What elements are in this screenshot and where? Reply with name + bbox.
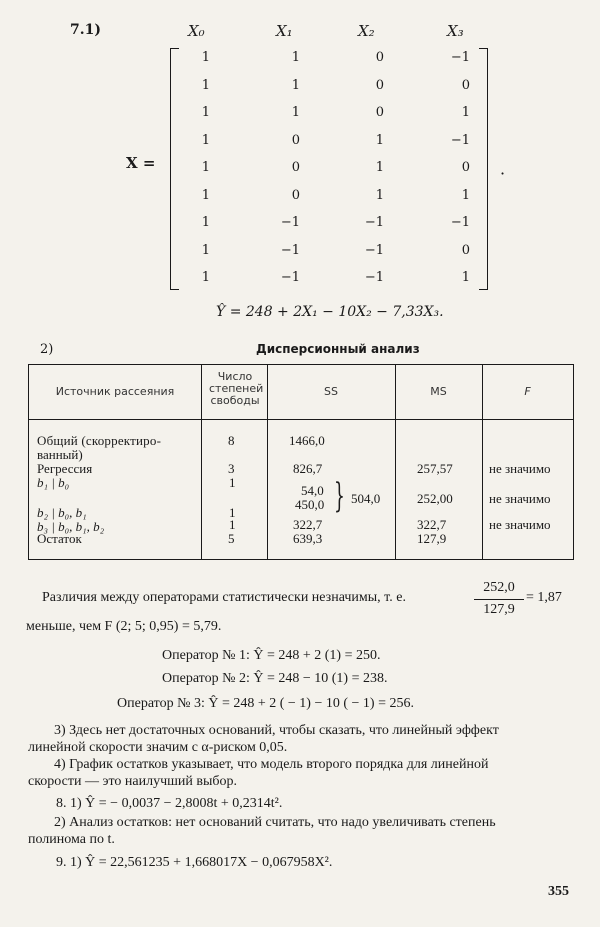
matrix-cell: 1 xyxy=(201,132,210,148)
page-number: 355 xyxy=(548,884,569,899)
matrix-cell: 1 xyxy=(461,187,470,203)
note-3-line1: 3) Здесь нет достаточных оснований, чтобы сказать, что линейный эффект xyxy=(54,723,499,738)
row-b1-source: b₁ | b₀ xyxy=(37,475,70,490)
col-header-ms: MS xyxy=(430,385,447,398)
matrix-cell: 1 xyxy=(291,105,300,120)
matrix-cell: 1 xyxy=(201,50,210,65)
operator-2-estimate: Оператор № 2: Ŷ = 248 − 10 (1) = 238. xyxy=(162,671,388,686)
row-total-source: Общий (скорректиро- xyxy=(37,433,162,448)
matrix-cell: 1 xyxy=(201,77,210,93)
row-residual-ss: 639,3 xyxy=(293,531,323,546)
row-b1-ss-a: 54,0 xyxy=(301,483,324,498)
matrix-cell: −1 xyxy=(450,132,470,148)
problem-9-line1: 9. 1) Ŷ = 22,561235 + 1,668017X − 0,067958X². xyxy=(56,855,333,870)
anova-table xyxy=(28,364,574,560)
row-regression-f: не значимо xyxy=(489,461,551,476)
row-regression-ms: 257,57 xyxy=(417,461,453,476)
row-residual-df: 5 xyxy=(228,531,235,546)
col-header-df: Число степеней свободы xyxy=(209,370,264,407)
matrix-cell: 1 xyxy=(461,270,470,285)
difference-result: = 1,87 xyxy=(526,590,562,605)
matrix-cell: 1 xyxy=(291,50,300,65)
row-b2-source: b₂ | b₀, b₁ xyxy=(37,505,87,520)
matrix-header-x2: X₂ xyxy=(358,22,375,40)
difference-text-line1: Различия между операторами статистически незначимы, т. е. xyxy=(42,590,406,605)
regression-equation: Ŷ = 248 + 2X₁ − 10X₂ − 7,33X₃. xyxy=(216,304,444,320)
row-b1-ss-b: 450,0 xyxy=(295,497,325,512)
matrix-cell: 0 xyxy=(375,50,384,65)
row-b1-df: 1 xyxy=(229,475,236,490)
difference-text-line2: меньше, чем F (2; 5; 0,95) = 5,79. xyxy=(26,619,222,634)
matrix-left-bracket xyxy=(170,48,179,290)
matrix-cell: 1 xyxy=(201,242,210,258)
matrix-cell: 1 xyxy=(201,105,210,120)
matrix-right-bracket xyxy=(479,48,488,290)
row-b3-df: 1 xyxy=(229,517,236,532)
matrix-cell: 1 xyxy=(375,132,384,148)
fraction-numerator: 252,0 xyxy=(483,580,515,595)
matrix-cell: 0 xyxy=(461,77,470,93)
matrix-cell: 1 xyxy=(201,215,210,230)
row-b3-ms: 322,7 xyxy=(417,517,447,532)
fraction-bar xyxy=(474,599,524,600)
problem-8-line3: полинома по t. xyxy=(28,832,115,847)
operator-3-estimate: Оператор № 3: Ŷ = 248 + 2 ( − 1) − 10 ( − 1) = 256. xyxy=(117,696,414,711)
row-total-source-cont: ванный) xyxy=(37,447,83,462)
matrix-cell: 1 xyxy=(201,160,210,175)
row-total-df: 8 xyxy=(228,433,235,448)
matrix-trailing-dot: · xyxy=(500,164,506,183)
row-regression-ss: 826,7 xyxy=(293,461,323,476)
matrix-cell: 1 xyxy=(375,187,384,203)
matrix-cell: 1 xyxy=(201,187,210,203)
matrix-header-x0: X₀ xyxy=(188,22,205,40)
part-2-label: 2) xyxy=(40,342,54,357)
row-regression-source: Регрессия xyxy=(37,461,93,476)
col-header-f: F xyxy=(524,385,531,398)
row-b3-source: b₃ | b₀, b₁, b₂ xyxy=(37,519,105,534)
fraction-denominator: 127,9 xyxy=(483,602,515,617)
matrix-header-x3: X₃ xyxy=(447,22,464,40)
matrix-cell: −1 xyxy=(364,242,384,258)
row-residual-source: Остаток xyxy=(37,531,82,546)
problem-8-line2: 2) Анализ остатков: нет оснований считать, что надо увеличивать степень xyxy=(54,815,496,830)
operator-1-estimate: Оператор № 1: Ŷ = 248 + 2 (1) = 250. xyxy=(162,648,381,663)
note-3-line2: линейной скорости значим с α-риском 0,05. xyxy=(28,740,288,755)
matrix-cell: −1 xyxy=(450,50,470,65)
ss-grouping-brace: } xyxy=(334,476,345,516)
note-4-line1: 4) График остатков указывает, что модель второго порядка для линейной xyxy=(54,757,489,772)
matrix-cell: 1 xyxy=(461,105,470,120)
matrix-cell: 1 xyxy=(201,270,210,285)
matrix-cell: −1 xyxy=(364,270,384,285)
matrix-header-x1: X₁ xyxy=(276,22,293,40)
matrix-cell: 0 xyxy=(291,187,300,203)
matrix-cell: 0 xyxy=(461,160,470,175)
matrix-cell: 0 xyxy=(375,105,384,120)
col-header-ss: SS xyxy=(324,385,338,398)
matrix-cell: −1 xyxy=(280,242,300,258)
matrix-cell: 0 xyxy=(291,160,300,175)
matrix-cell: −1 xyxy=(280,215,300,230)
row-total-ss: 1466,0 xyxy=(289,433,325,448)
matrix-cell: −1 xyxy=(280,270,300,285)
note-4-line2: скорости — это наилучший выбор. xyxy=(28,774,238,789)
problem-8-line1: 8. 1) Ŷ = − 0,0037 − 2,8008t + 0,2314t². xyxy=(56,796,283,811)
matrix-cell: 1 xyxy=(375,160,384,175)
matrix-cell: −1 xyxy=(364,215,384,230)
row-b2-df: 1 xyxy=(229,505,236,520)
matrix-cell: −1 xyxy=(450,215,470,230)
row-b1-f: не значимо xyxy=(489,491,551,506)
anova-title: Дисперсионный анализ xyxy=(256,342,420,356)
matrix-label: X = xyxy=(126,154,156,172)
matrix-cell: 0 xyxy=(291,132,300,148)
col-header-source: Источник рассеяния xyxy=(55,385,175,398)
row-regression-df: 3 xyxy=(228,461,235,476)
row-b3-f: не значимо xyxy=(489,517,551,532)
row-residual-ms: 127,9 xyxy=(417,531,447,546)
matrix-cell: 0 xyxy=(375,77,384,93)
row-b1-ss-sum: 504,0 xyxy=(351,491,381,506)
problem-7-label: 7.1) xyxy=(70,22,101,38)
row-b1-ms: 252,00 xyxy=(417,491,453,506)
matrix-cell: 1 xyxy=(291,77,300,93)
row-b3-ss: 322,7 xyxy=(293,517,323,532)
matrix-cell: 0 xyxy=(461,242,470,258)
